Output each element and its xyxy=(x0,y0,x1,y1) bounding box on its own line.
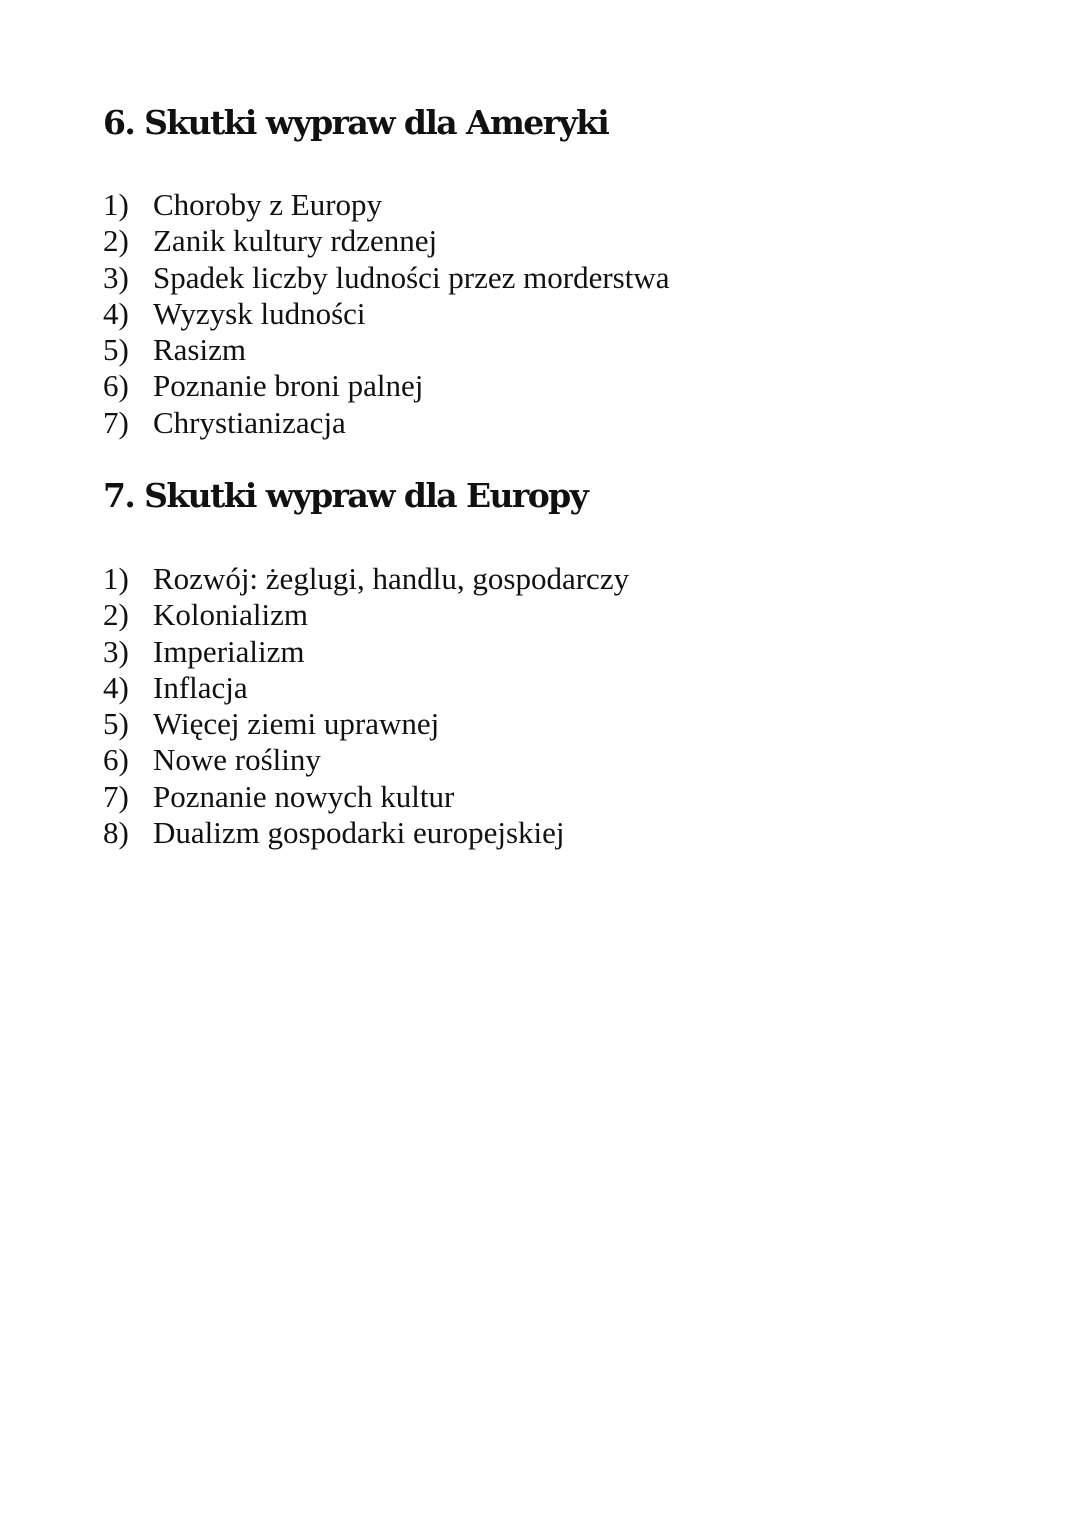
list-item-number: 3) xyxy=(103,259,129,295)
list-item-text: Poznanie nowych kultur xyxy=(153,778,455,814)
list-item-text: Kolonializm xyxy=(153,597,308,633)
section-heading-europe: 7. Skutki wypraw dla Europy xyxy=(103,476,588,515)
list-item-number: 1) xyxy=(103,561,129,596)
list-item-text: Spadek liczby ludności przez morderstwa xyxy=(153,259,670,295)
list-item-text: Więcej ziemi uprawnej xyxy=(153,706,440,742)
list-item-number: 2) xyxy=(103,223,129,259)
list-item-text: Inflacja xyxy=(153,669,248,705)
list-item-number: 6) xyxy=(103,368,129,404)
list-item-number: 2) xyxy=(103,597,129,633)
section-heading-america: 6. Skutki wypraw dla Ameryki xyxy=(103,103,609,142)
list-item-text: Rozwój: żeglugi, handlu, gospodarczy xyxy=(153,561,630,596)
list-item-number: 3) xyxy=(103,633,129,669)
list-item-number: 4) xyxy=(103,669,129,705)
list-item-text: Dualizm gospodarki europejskiej xyxy=(153,815,565,851)
list-item-number: 6) xyxy=(103,742,129,778)
list-item-text: Wyzysk ludności xyxy=(153,295,366,331)
list-item-text: Poznanie broni palnej xyxy=(153,368,424,404)
list-item-number: 5) xyxy=(103,332,129,368)
list-item-number: 7) xyxy=(103,778,129,814)
list-item-number: 8) xyxy=(103,815,129,851)
list-item-text: Rasizm xyxy=(153,332,246,368)
list-item-text: Zanik kultury rdzennej xyxy=(153,223,438,259)
list-item-number: 5) xyxy=(103,706,129,742)
list-item-text: Choroby z Europy xyxy=(153,187,383,222)
list-item-text: Nowe rośliny xyxy=(153,742,321,778)
list-item-text: Chrystianizacja xyxy=(153,404,346,440)
list-item-text: Imperializm xyxy=(153,633,305,669)
list-item-number: 1) xyxy=(103,187,129,222)
list-item-number: 4) xyxy=(103,295,129,331)
list-item-number: 7) xyxy=(103,404,129,440)
